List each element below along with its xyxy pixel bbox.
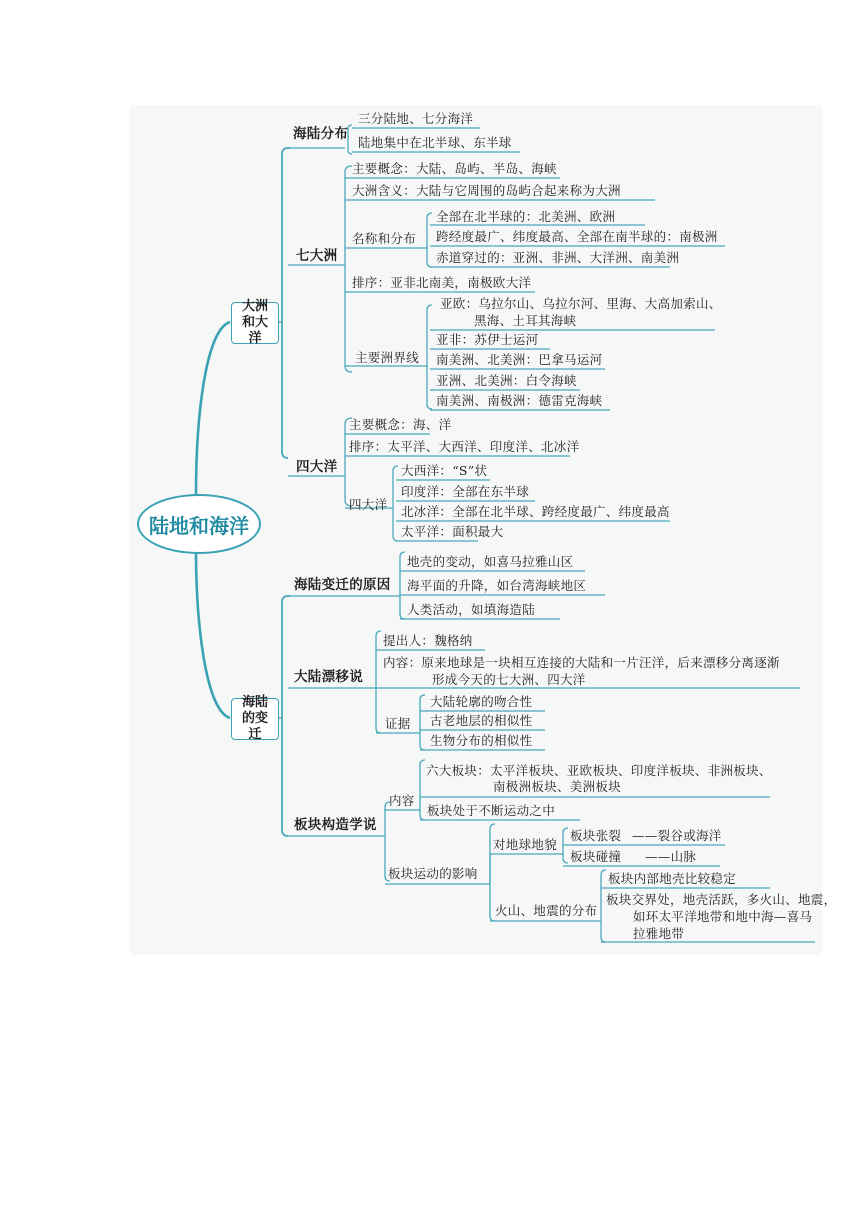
yuanyin-item-1: 地壳的变动，如喜马拉雅山区 [407, 554, 574, 569]
ocean-item-3: 北冰洋：全部在北半球、跨经度最广、纬度最高 [401, 504, 670, 519]
dizhen-inner: 板块内部地壳比较稳定 [608, 871, 737, 886]
dimao-title: 对地球地貌 [493, 837, 558, 852]
sidayang-concept: 主要概念：海、洋 [349, 417, 452, 432]
ocean-item-4: 太平洋：面积最大 [401, 524, 504, 539]
piaoyi-title: 大陆漂移说 [294, 669, 363, 685]
jiexian-item-1: 亚非：苏伊士运河 [436, 332, 539, 347]
dizhen-border-line2: 如环太平洋地带和地中海—喜马 [633, 909, 813, 924]
bankuai-title: 板块构造学说 [294, 817, 377, 833]
yuanyin-title: 海陆变迁的原因 [294, 577, 391, 593]
neirong-title: 内容 [389, 793, 415, 808]
dimao-zhangl: 板块张裂 [570, 828, 622, 843]
dizhen-border-line1: 板块交界处，地壳活跃，多火山、地震， [606, 892, 837, 907]
sec1-label: 大洲和大洋 [241, 299, 268, 346]
sec2-box [231, 695, 279, 742]
dizhen-border-line3: 拉雅地带 [633, 926, 685, 941]
yingxiang-title: 板块运动的影响 [388, 866, 478, 881]
mcfb-item-1: 全部在北半球的：北美洲、欧洲 [436, 209, 616, 224]
evidence-item-2: 古老地层的相似性 [430, 713, 533, 728]
sec1-box [231, 299, 279, 346]
six-plates-line2: 南极洲板块、美洲板块 [493, 779, 622, 794]
mcfb-title: 名称和分布 [352, 231, 417, 246]
piaoyi-proposer: 提出人：魏格纳 [383, 633, 473, 648]
qidazhou-concept: 主要概念：大陆、岛屿、半岛、海峡 [352, 161, 557, 176]
sidayang-order: 排序：太平洋、大西洋、印度洋、北冰洋 [349, 439, 580, 454]
jiexian-title: 主要洲界线 [355, 350, 420, 365]
hailu-title: 海陆分布 [293, 126, 349, 142]
evidence-item-3: 生物分布的相似性 [430, 733, 533, 748]
dimao-pengz-result: ——山脉 [645, 849, 697, 864]
six-plates-line1: 六大板块：太平洋板块、亚欧板块、印度洋板块、非洲板块、 [426, 763, 772, 778]
mcfb-item-2: 跨经度最广、纬度最高、全部在南半球的：南极洲 [436, 229, 718, 244]
piaoyi-content-line2: 形成今天的七大洲、四大洋 [432, 672, 586, 687]
sidayang-sub-title: 四大洋 [349, 497, 388, 512]
root-node [137, 494, 261, 554]
jiexian-item-3: 亚洲、北美洲：白令海峡 [436, 373, 577, 388]
qidazhou-order: 排序：亚非北南美，南极欧大洋 [352, 275, 532, 290]
dimao-zhangl-result: ——裂谷或海洋 [632, 828, 722, 843]
evidence-item-1: 大陆轮廓的吻合性 [430, 694, 533, 709]
evidence-title: 证据 [385, 716, 411, 731]
sec2-label: 海陆的变迁 [241, 695, 268, 742]
jiexian-item-2: 南美洲、北美洲：巴拿马运河 [436, 352, 603, 367]
ocean-item-2: 印度洋：全部在东半球 [401, 484, 530, 499]
mcfb-item-3: 赤道穿过的：亚洲、非洲、大洋洲、南美洲 [436, 250, 680, 265]
qidazhou-title: 七大洲 [296, 248, 338, 264]
hailu-item-1: 三分陆地、七分海洋 [358, 111, 474, 126]
yuanyin-item-3: 人类活动，如填海造陆 [407, 602, 536, 617]
plates-moving: 板块处于不断运动之中 [427, 803, 556, 818]
ocean-item-1: 大西洋：“S”状 [401, 463, 488, 478]
dimao-pengz: 板块碰撞 [570, 849, 622, 864]
jiexian-yaou-line1: 亚欧：乌拉尔山、乌拉尔河、里海、大高加索山、 [440, 296, 722, 311]
jiexian-item-4: 南美洲、南极洲：德雷克海峡 [436, 393, 603, 408]
hailu-item-2: 陆地集中在北半球、东半球 [358, 135, 512, 150]
root-title: 陆地和海洋 [149, 513, 249, 538]
piaoyi-content-line1: 内容：原来地球是一块相互连接的大陆和一片汪洋，后来漂移分离逐渐 [383, 655, 780, 670]
jiexian-yaou-line2: 黑海、土耳其海峡 [474, 313, 577, 328]
sidayang-title: 四大洋 [296, 459, 338, 475]
qidazhou-definition: 大洲含义：大陆与它周围的岛屿合起来称为大洲 [352, 183, 621, 198]
yuanyin-item-2: 海平面的升降，如台湾海峡地区 [407, 578, 587, 593]
dizhen-title: 火山、地震的分布 [495, 903, 598, 918]
